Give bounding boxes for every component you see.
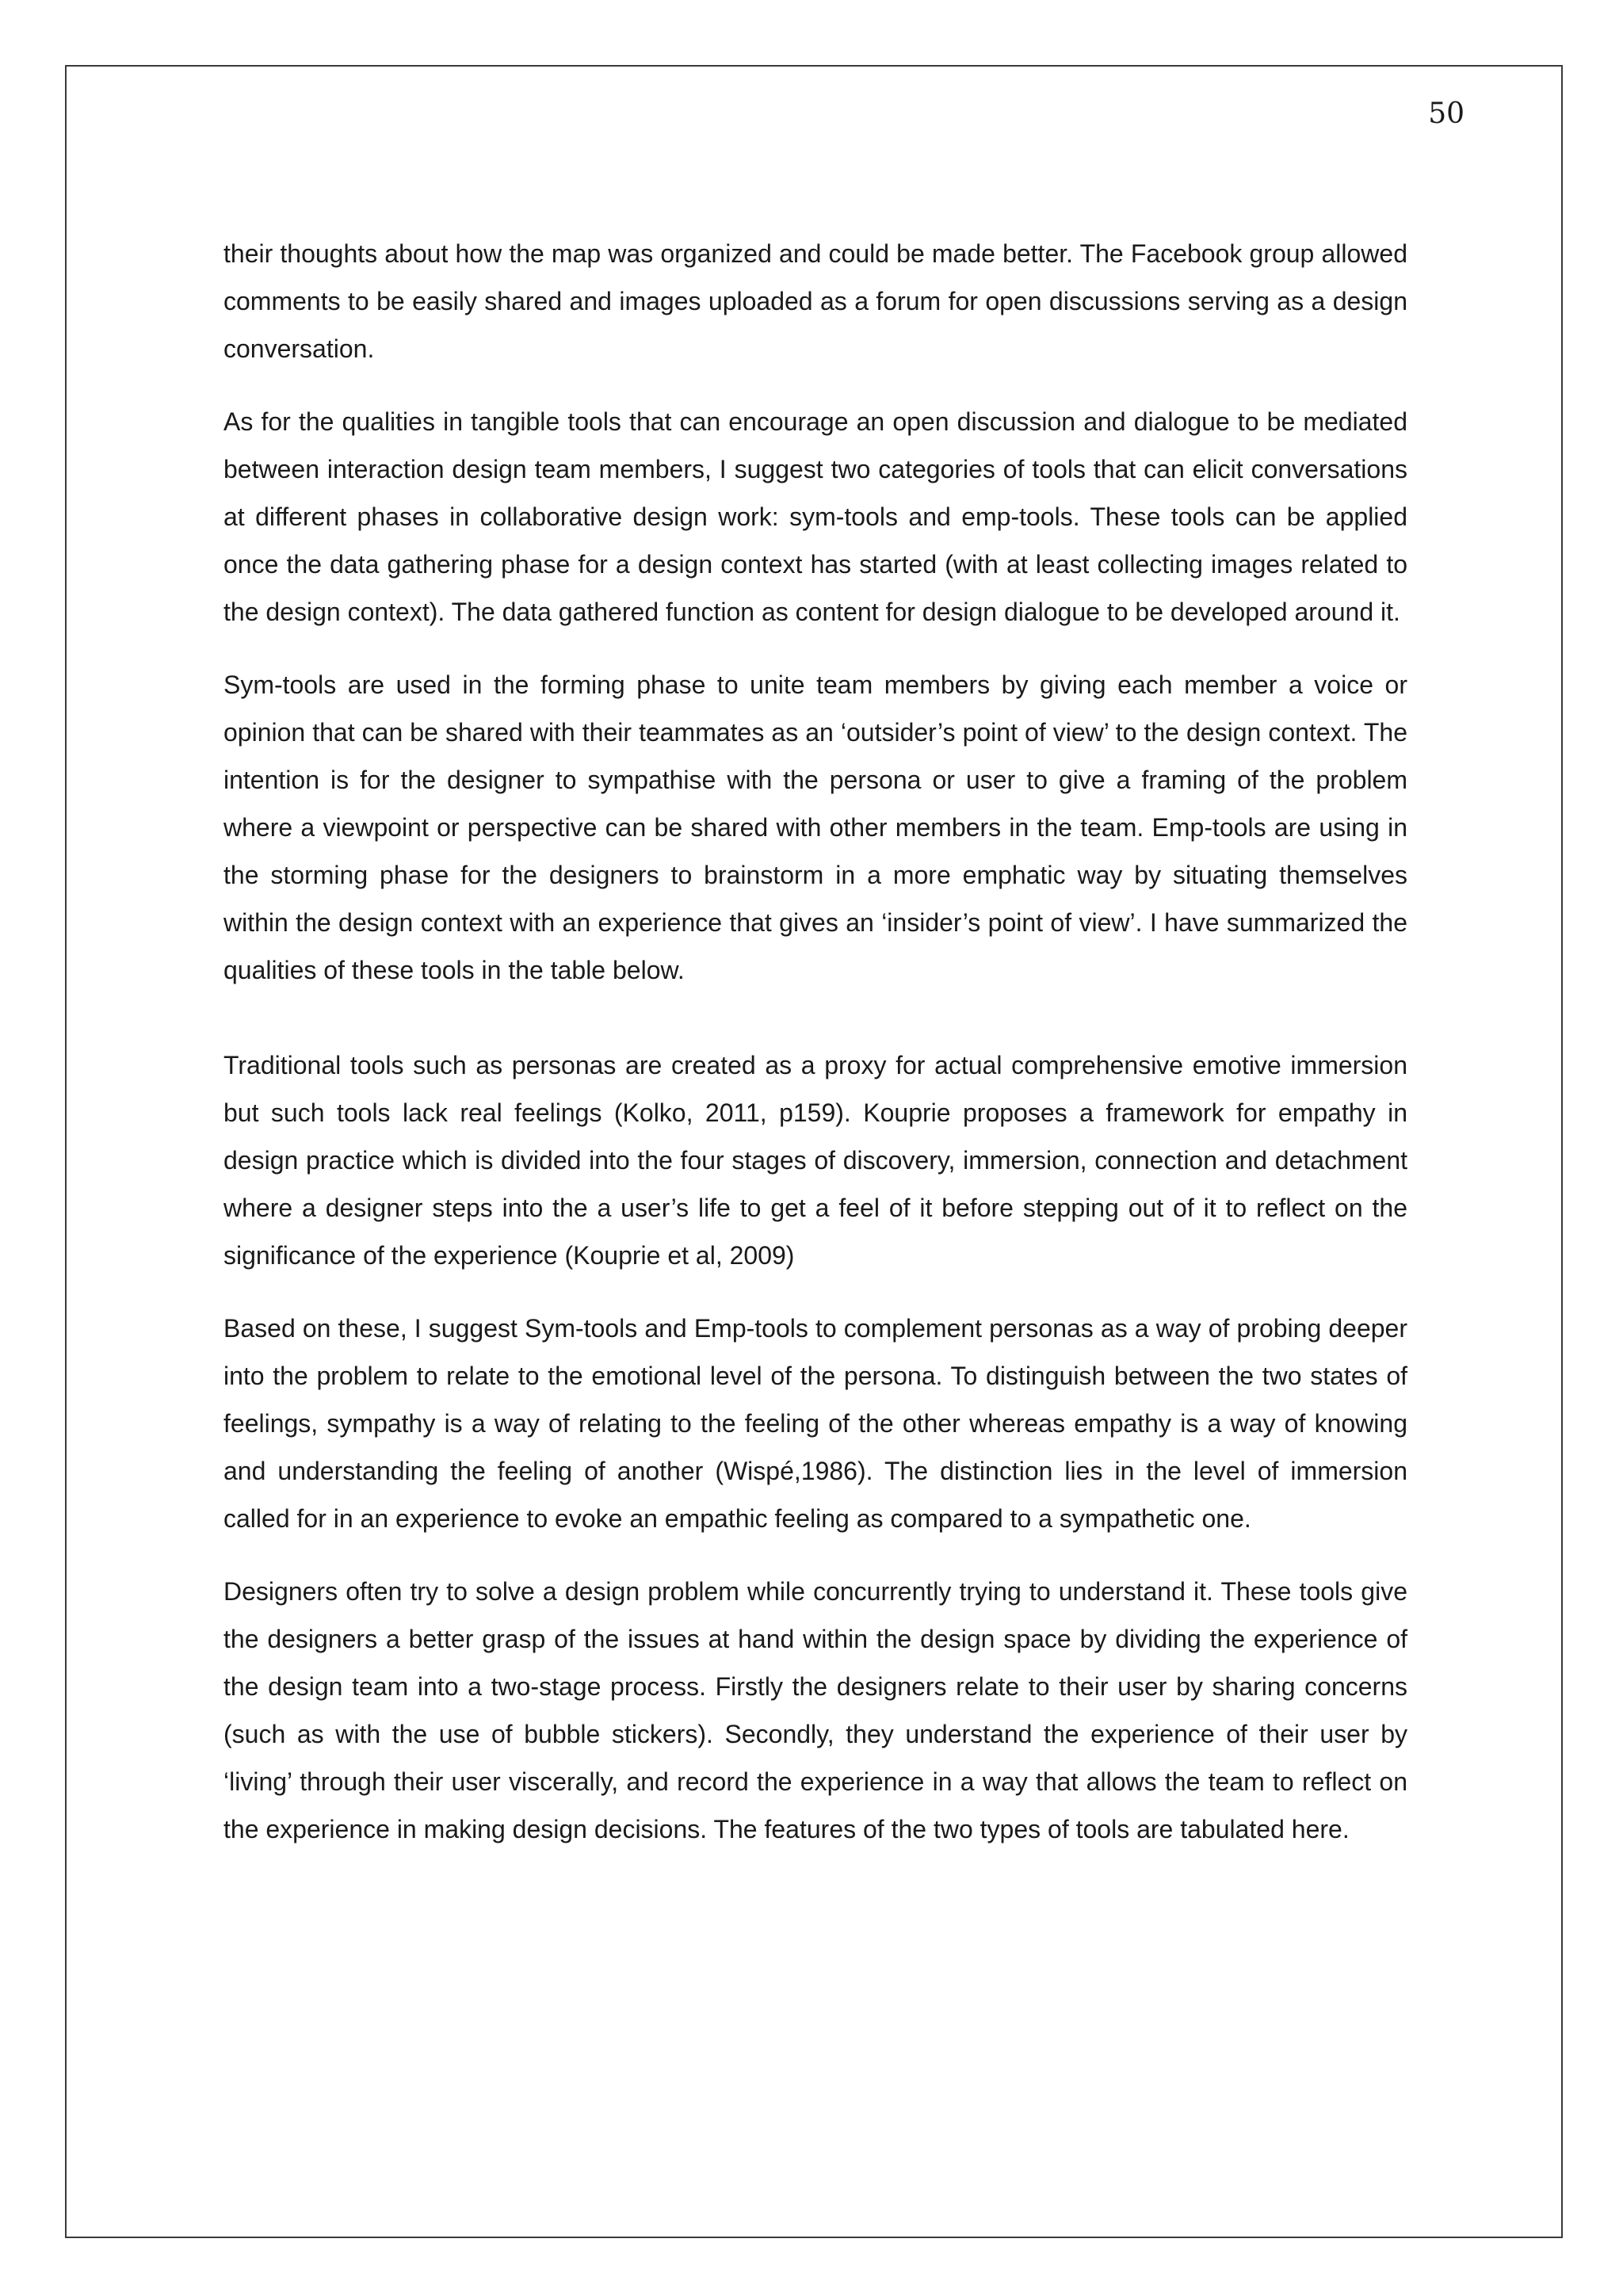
page-number: 50 — [1428, 97, 1465, 130]
paragraph-6: Designers often try to solve a design problem while concurrently trying to understand it. These tools give the designers a better grasp of the issues at hand within the design space by dividing the experience of the design team into a two-stage process. Firstly the designers relate to their user by sharing concerns (such as with the use of bubble stickers). Secondly, they understand the experience of their user by ‘living’ through their user viscerally, and record the experience in a way that allows the team to reflect on the experience in making design decisions. The features of the two types of tools are tabulated here. — [223, 1577, 1407, 1843]
paragraph-4: Traditional tools such as personas are created as a proxy for actual comprehensive emotive immersion but such tools lack real feelings (Kolko, 2011, p159). Kouprie proposes a framework for empathy in design practice which is divided into the four stages of discovery, immersion, connection and detachment where a designer steps into the a user’s life to get a feel of it before stepping out of it to reflect on the significance of the experience (Kouprie et al, 2009) — [223, 1051, 1407, 1270]
paragraph-2: As for the qualities in tangible tools that can encourage an open discussion and dialogue to be mediated between interaction design team members, I suggest two categories of tools that can elicit conversations at different phases in collaborative design work: sym-tools and emp-tools. These tools can be applied once the data gathering phase for a design context has started (with at least collecting images related to the design context). The data gathered function as content for design dialogue to be developed around it. — [223, 407, 1407, 626]
document-body — [223, 230, 1407, 1878]
paragraph-1: their thoughts about how the map was organized and could be made better. The Facebook group allowed comments to be easily shared and images uploaded as a forum for open discussions serving as a design conversation. — [223, 239, 1407, 363]
paragraph-3: Sym-tools are used in the forming phase to unite team members by giving each member a voice or opinion that can be shared with their teammates as an ‘outsider’s point of view’ to the design context. The intention is for the designer to sympathise with the persona or user to give a framing of the problem where a viewpoint or perspective can be shared with other members in the team. Emp-tools are using in the storming phase for the designers to brainstorm in a more emphatic way by situating themselves within the design context with an experience that gives an ‘insider’s point of view’. I have summarized the qualities of these tools in the table below. — [223, 670, 1407, 984]
paragraph-5: Based on these, I suggest Sym-tools and Emp-tools to complement personas as a way of probing deeper into the problem to relate to the emotional level of the persona. To distinguish between the two states of feelings, sympathy is a way of relating to the feeling of the other whereas empathy is a way of knowing and understanding the feeling of another (Wispé,1986). The distinction lies in the level of immersion called for in an experience to evoke an empathic feeling as compared to a sympathetic one. — [223, 1314, 1407, 1533]
